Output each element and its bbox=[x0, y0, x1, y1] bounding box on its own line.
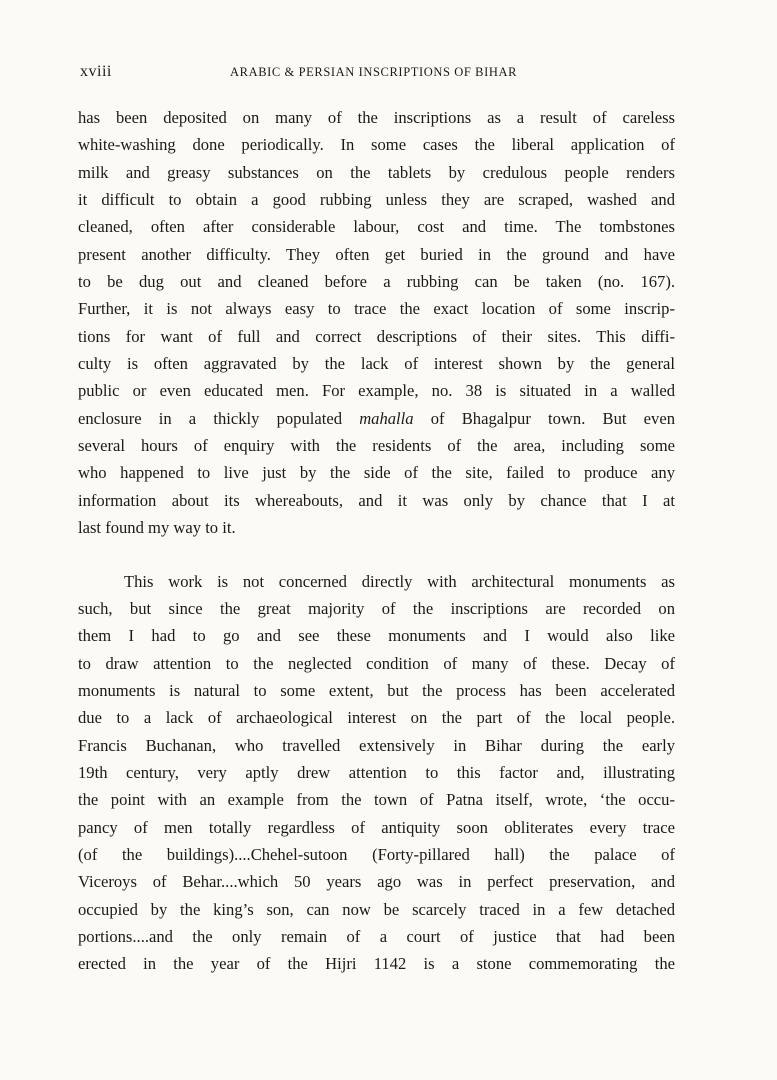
text-line: such, but since the great majority of the inscriptions are recorded on bbox=[78, 598, 675, 618]
text-line: erected in the year of the Hijri 1142 is a stone commemorating the bbox=[78, 954, 675, 974]
text-line: (of the buildings)....Chehel-sutoon (Forty-pillared hall) the palace of bbox=[78, 844, 675, 864]
page-header bbox=[80, 63, 680, 83]
text-line: cleaned, often after considerable labour, cost and time. The tombstones bbox=[78, 217, 675, 237]
text-line: This work is not concerned directly with architectural monuments as bbox=[124, 571, 675, 591]
page-number: xviii bbox=[80, 63, 112, 80]
text-line: to draw attention to the neglected condition of many of these. Decay of bbox=[78, 653, 675, 673]
text-line: milk and greasy substances on the tablets by credulous people renders bbox=[78, 162, 675, 182]
text-line: due to a lack of archaeological interest on the part of the local people. bbox=[78, 708, 675, 728]
text-line: portions....and the only remain of a court of justice that had been bbox=[78, 926, 675, 946]
text-segment: enclosure in a thickly populated bbox=[78, 408, 360, 428]
body-text bbox=[78, 104, 675, 978]
text-line: Francis Buchanan, who travelled extensively in Bihar during the early bbox=[78, 735, 675, 755]
text-line: it difficult to obtain a good rubbing unless they are scraped, washed and bbox=[78, 190, 675, 210]
text-line: public or even educated men. For example, no. 38 is situated in a walled bbox=[78, 381, 675, 401]
text-line: culty is often aggravated by the lack of interest shown by the general bbox=[78, 354, 675, 374]
text-segment: of Bhagalpur town. But even bbox=[413, 408, 675, 428]
text-line: white-washing done periodically. In some cases the liberal application of bbox=[78, 135, 675, 155]
text-line: has been deposited on many of the inscriptions as a result of careless bbox=[78, 108, 675, 127]
italic-term-mahalla: mahalla bbox=[359, 408, 414, 428]
text-line: several hours of enquiry with the residents of the area, including some bbox=[78, 436, 675, 456]
text-line: Further, it is not always easy to trace the exact location of some inscrip- bbox=[78, 299, 675, 319]
text-line: information about its whereabouts, and it was only by chance that I at bbox=[78, 490, 675, 510]
text-line: Viceroys of Behar....which 50 years ago was in perfect preservation, and bbox=[78, 872, 675, 892]
text-line: pancy of men totally regardless of antiquity soon obliterates every trace bbox=[78, 817, 675, 837]
paragraph-2 bbox=[78, 568, 675, 978]
text-line: last found my way to it. bbox=[78, 518, 236, 538]
text-line: present another difficulty. They often get buried in the ground and have bbox=[78, 244, 675, 264]
text-line: monuments is natural to some extent, but the process has been accelerated bbox=[78, 680, 675, 700]
running-head-title: ARABIC & PERSIAN INSCRIPTIONS OF BIHAR bbox=[230, 65, 518, 79]
text-line-with-italic bbox=[78, 405, 675, 432]
text-line: who happened to live just by the side of the site, failed to produce any bbox=[78, 463, 675, 483]
text-line: to be dug out and cleaned before a rubbing can be taken (no. 167). bbox=[78, 272, 675, 292]
paragraph-1 bbox=[78, 104, 675, 542]
text-line: them I had to go and see these monuments and I would also like bbox=[78, 626, 675, 646]
text-line: 19th century, very aptly drew attention to this factor and, illustrating bbox=[78, 762, 675, 782]
text-line: tions for want of full and correct descriptions of their sites. This diffi- bbox=[78, 326, 675, 346]
text-line: occupied by the king’s son, can now be scarcely traced in a few detached bbox=[78, 899, 675, 919]
text-line: the point with an example from the town of Patna itself, wrote, ‘the occu- bbox=[78, 790, 675, 810]
